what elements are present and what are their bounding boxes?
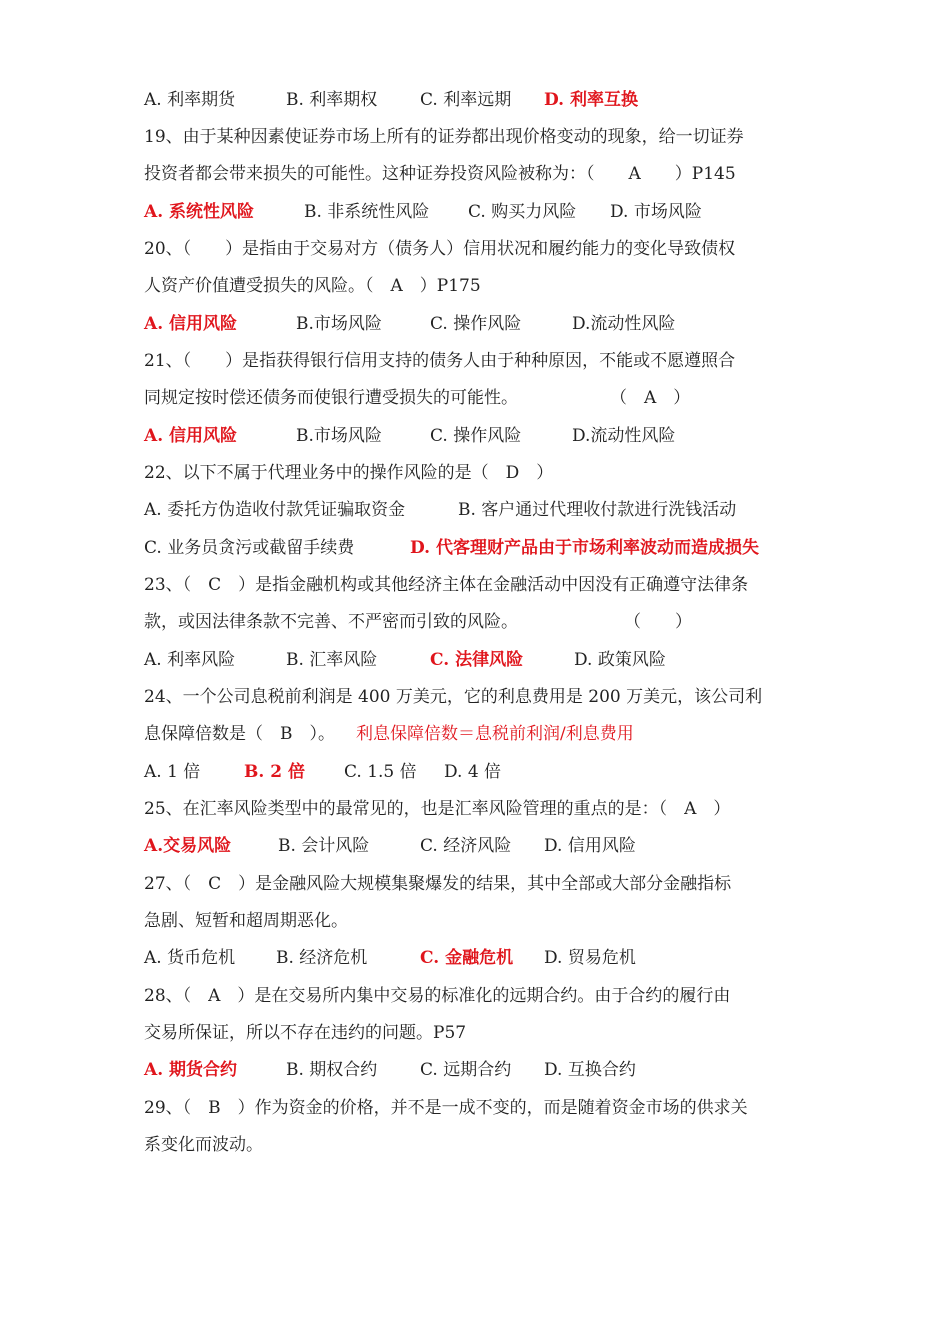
option-d-answer: D. 利率互换: [544, 90, 638, 110]
q20-line1: 20、（ ）是指由于交易对方（债务人）信用状况和履约能力的变化导致债权: [144, 239, 736, 259]
option-a-answer: A.交易风险: [144, 836, 232, 856]
option-d: D. 4 倍: [444, 762, 502, 782]
option-d-answer: D. 代客理财产品由于市场利率波动而造成损失: [410, 538, 759, 558]
option-a: A. 利率风险: [144, 650, 236, 670]
option-b: B. 客户通过代理收付款进行洗钱活动: [458, 500, 737, 520]
option-c: C. 远期合约: [420, 1060, 512, 1080]
option-d: D. 政策风险: [574, 650, 666, 670]
q24-line1: 24、一个公司息税前利润是 400 万美元，它的利息费用是 200 万美元，该公司利: [144, 687, 763, 707]
option-d: D. 贸易危机: [544, 948, 636, 968]
option-b: B. 汇率风险: [286, 650, 378, 670]
q19-line1: 19、由于某种因素使证券市场上所有的证券都出现价格变动的现象，给一切证券: [144, 127, 744, 147]
option-d: D. 互换合约: [544, 1060, 636, 1080]
option-c-answer: C. 法律风险: [430, 650, 524, 670]
option-a: A. 利率期货: [144, 90, 236, 110]
q22-line1: 22、以下不属于代理业务中的操作风险的是（ D ）: [144, 463, 554, 483]
option-a: A. 1 倍: [144, 762, 201, 782]
option-b-answer: B. 2 倍: [244, 762, 305, 782]
q27-line1: 27、（ C ）是金融风险大规模集聚爆发的结果，其中全部或大部分金融指标: [144, 874, 732, 894]
option-c: C. 经济风险: [420, 836, 512, 856]
q25-line1: 25、在汇率风险类型中的最常见的，也是汇率风险管理的重点的是：（ A ）: [144, 799, 731, 819]
option-c-answer: C. 金融危机: [420, 948, 514, 968]
q28-line1: 28、（ A ）是在交易所内集中交易的标准化的远期合约。由于合约的履行由: [144, 986, 731, 1006]
q23-line1: 23、（ C ）是指金融机构或其他经济主体在金融活动中因没有正确遵守法律条: [144, 575, 749, 595]
option-d: D.流动性风险: [572, 426, 676, 446]
option-a: A. 委托方伪造收付款凭证骗取资金: [144, 500, 406, 520]
option-a: A. 货币危机: [144, 948, 236, 968]
option-c: C. 操作风险: [430, 426, 522, 446]
option-a-answer: A. 信用风险: [144, 426, 238, 446]
option-b: B. 期权合约: [286, 1060, 378, 1080]
option-c: C. 利率远期: [420, 90, 512, 110]
option-b: B. 会计风险: [278, 836, 370, 856]
q29-line2: 系变化而波动。: [144, 1135, 263, 1155]
q24-formula-note: 利息保障倍数＝息税前利润/利息费用: [356, 724, 634, 744]
q28-line2: 交易所保证，所以不存在违约的问题。P57: [144, 1023, 467, 1043]
q19-line2: 投资者都会带来损失的可能性。这种证券投资风险被称为：（ A ）P145: [144, 164, 736, 184]
q24-line2-text: 息保障倍数是（ B ）。: [144, 724, 335, 744]
option-c: C. 业务员贪污或截留手续费: [144, 538, 355, 558]
option-b: B. 经济危机: [276, 948, 368, 968]
q21-line1: 21、（ ）是指获得银行信用支持的债务人由于种种原因，不能或不愿遵照合: [144, 351, 736, 371]
q20-line2: 人资产价值遭受损失的风险。（ A ）P175: [144, 276, 481, 296]
option-a-answer: A. 信用风险: [144, 314, 238, 334]
q23-answer-blank: （ ）: [624, 612, 692, 632]
q21-answer-blank: （ A ）: [610, 388, 691, 408]
option-b: B.市场风险: [296, 314, 382, 334]
option-b: B. 非系统性风险: [304, 202, 430, 222]
q27-line2: 急剧、短暂和超周期恶化。: [144, 911, 348, 931]
option-b: B. 利率期权: [286, 90, 378, 110]
option-a-answer: A. 期货合约: [144, 1060, 238, 1080]
option-d: D. 信用风险: [544, 836, 636, 856]
option-a-answer: A. 系统性风险: [144, 202, 255, 222]
q21-line2-text: 同规定按时偿还债务而使银行遭受损失的可能性。: [144, 388, 518, 408]
option-c: C. 操作风险: [430, 314, 522, 334]
option-c: C. 1.5 倍: [344, 762, 417, 782]
q29-line1: 29、（ B ）作为资金的价格，并不是一成不变的，而是随着资金市场的供求关: [144, 1098, 748, 1118]
q23-line2-text: 款，或因法律条款不完善、不严密而引致的风险。: [144, 612, 518, 632]
option-d: D.流动性风险: [572, 314, 676, 334]
option-b: B.市场风险: [296, 426, 382, 446]
option-c: C. 购买力风险: [468, 202, 577, 222]
option-d: D. 市场风险: [610, 202, 702, 222]
